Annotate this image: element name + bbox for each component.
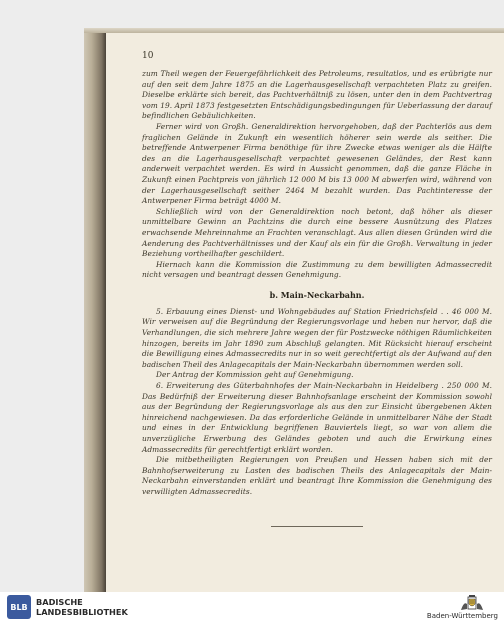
paragraph: 6. Erweiterung des Güterbahnhofes der Main-Neckarbahn in Heidelberg . 250 000 M. Das Bedürfniß der Erweiterung dieser Bahnhofsanlage erscheint der Kommission sowohl aus der Begründung der Regierungsvorlage als aus den zur Einsicht übergebenen Akten hinreichend nachgewiesen. Da das erforderliche Gelände in unmittelbarer Nähe der Stadt und eines in der Entwicklung begriffenen Bauviertels liegt, so war von allem die unverzügliche Erwerbung des Geländes geboten und auch die Erwirkung eines Admassecredits für gerechtfertigt erklärt worden.: [142, 381, 492, 454]
paragraph: 5. Erbauung eines Dienst- und Wohngebäudes auf Station Friedrichsfeld . . 46 000 M. Wir verweisen auf die Begründung der Regierungsvorlage und heben nur hervor, daß die Verhandlungen, die sich mehrere Jahre wegen der für Postzwecke nöthigen Räumlichkeiten hinzogen, bereits im Jahr 1890 zum Abschluß gelangten. Mit Rücksicht hierauf erscheint die Bewilligung eines Admassecredits nur in so weit gerechtfertigt als der Aufwand auf den badischen Theil des Anlagecapitals der Main-Neckarbahn übernommen werden soll.: [142, 306, 492, 369]
page-number: 10: [142, 51, 154, 61]
blb-logo[interactable]: BLB: [7, 595, 31, 619]
book-spine-edge: [84, 33, 106, 592]
paragraph: Schließlich wird von der Generaldirektion noch betont, daß höher als dieser unmittelbare Gewinn an Pachtzins die durch eine bessere Ausnützung des Platzes erwachsende Mehreinnahme an Frachten veranschlagt. Aus allen diesen Gründen wird die Aenderung des Pachtverhältnisses und der Kauf als ein für die Großh. Verwaltung in jeder Beziehung vortheilhafter geschildert.: [142, 206, 492, 259]
coat-of-arms-icon: [458, 595, 486, 613]
footer-bar: [0, 592, 504, 623]
library-name: [36, 597, 128, 617]
state-name: Baden-Württemberg: [426, 612, 498, 620]
paragraph: Hiernach kann die Kommission die Zustimmung zu dem bewilligten Admassecredit nicht versagen und beantragt dessen Genehmigung.: [142, 259, 492, 280]
end-rule: [271, 526, 363, 527]
paragraph: Die mitbetheiligten Regierungen von Preußen und Hessen haben sich mit der Bahnhofserweiterung zu Lasten des badischen Theils des Anlagecapitals der Main-Neckarbahn einverstanden erklärt und beantragt Ihre Kommission die Genehmigung des verwilligten Admassecredits.: [142, 455, 492, 496]
document-page: [106, 33, 504, 592]
paragraph: Ferner wird von Großh. Generaldirektion hervorgehoben, daß der Pachterlös aus dem fraglichen Gelände in Zukunft ein wesentlich höherer sein werde als seither. Die betreffende Antwerpener Firma benöthige für ihre Zwecke etwas weniger als die Hälfte des an die Lagerhausgesellschaft verpachtet gewesenen Geländes, der Rest kann anderweit verpachtet werden. Es wird in Aussicht genommen, daß die ganze Fläche in Zukunft einen Pachtpreis von jährlich 12 000 M bis 13 000 M abwerfen wird, während von der Lagerhausgesellschaft seither 2464 M bezahlt wurden. Das Pachtinteresse der Antwerpener Firma beträgt 4000 M.: [142, 121, 492, 206]
paragraph: zum Theil wegen der Feuergefährlichkeit des Petroleums, resultatlos, und es erübrigte nur auf den seit dem Jahre 1875 an die Lagerhausgesellschaft verpachteten Platz zu greifen. Dieselbe erklärte sich bereit, das Pachtverhältniß zu lösen, unter den in dem Pachtvertrag vom 19. April 1873 festgesetzten Entschädigungsbedingungen für Ueberlassung der darauf befindlichen Gebäulichkeiten.: [142, 69, 492, 121]
library-name-line1: BADISCHE: [36, 597, 83, 607]
library-name-line2: LANDESBIBLIOTHEK: [36, 607, 128, 617]
section-heading: b. Main-Neckarbahn.: [269, 289, 365, 300]
body-text: [142, 69, 492, 527]
paragraph: Der Antrag der Kommission geht auf Genehmigung.: [156, 370, 354, 380]
page-content: [142, 51, 492, 527]
